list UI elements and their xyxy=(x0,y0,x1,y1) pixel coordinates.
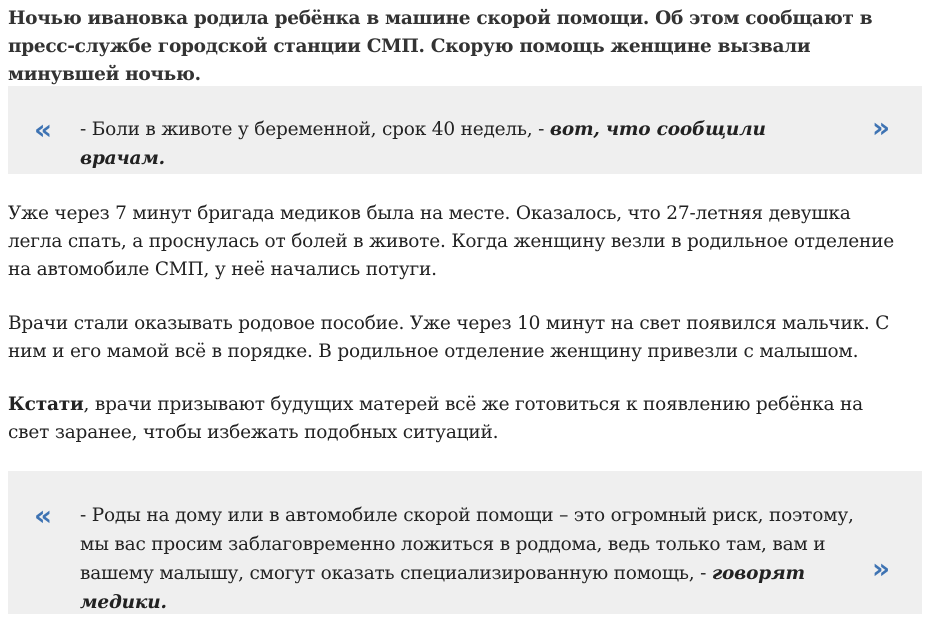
paragraph xyxy=(8,391,908,447)
quote-attribution: вот, что сообщили врачам. xyxy=(80,119,766,169)
paragraph-body: , врачи призывают будущих матерей всё же готовиться к появлению ребёнка на свет заранее, чтобы избежать подобных ситуаций. xyxy=(8,394,863,443)
quote-body: - Роды на дому или в автомобиле скорой помощи – это огромный риск, поэтому, мы вас просим заблаговременно ложиться в роддома, ведь только там, вам и вашему малышу, смогут оказать специализированную помощь, - xyxy=(80,505,854,584)
quote-attribution: говорят медики. xyxy=(80,563,805,613)
blockquote xyxy=(8,86,922,174)
quote-open-icon: « xyxy=(34,113,53,146)
paragraph: Уже через 7 минут бригада медиков была на месте. Оказалось, что 27-летняя девушка легла спать, а проснулась от болей в животе. Когда женщину везли в родильное отделение на автомобиле СМП, у неё начались потуги. xyxy=(8,203,895,280)
quote-text xyxy=(80,115,850,173)
article-lead: Ночью ивановка родила ребёнка в машине скорой помощи. Об этом сообщают в пресс-службе городской станции СМП. Скорую помощь женщине вызвали минувшей ночью. xyxy=(8,8,873,85)
blockquote xyxy=(8,471,922,614)
quote-close-icon: » xyxy=(872,111,891,144)
quote-open-icon: « xyxy=(34,499,53,532)
quote-text xyxy=(80,501,860,617)
paragraph-lead-word: Кстати xyxy=(8,394,84,415)
quote-close-icon: » xyxy=(872,552,891,585)
paragraph: Врачи стали оказывать родовое пособие. Уже через 10 минут на свет появился мальчик. С ним и его мамой всё в порядке. В родильное отделение женщину привезли с малышом. xyxy=(8,313,890,362)
quote-body: - Боли в животе у беременной, срок 40 недель, - xyxy=(80,119,550,140)
